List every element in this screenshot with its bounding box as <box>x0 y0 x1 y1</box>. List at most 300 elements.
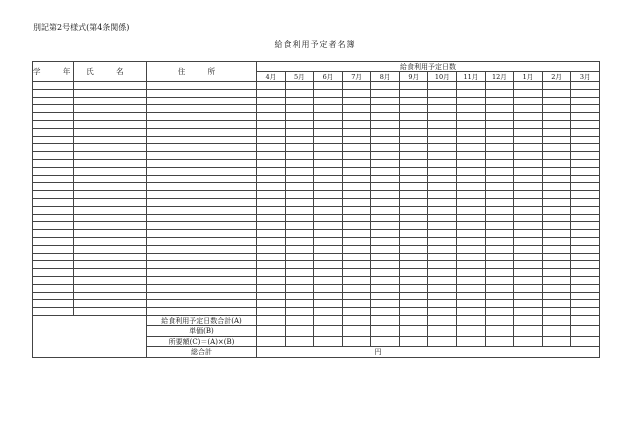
entry-cell[interactable] <box>371 222 400 230</box>
entry-cell[interactable] <box>485 214 514 222</box>
entry-cell[interactable] <box>285 152 314 160</box>
entry-cell[interactable] <box>485 245 514 253</box>
entry-cell[interactable] <box>257 245 286 253</box>
entry-cell[interactable] <box>314 97 343 105</box>
entry-cell[interactable] <box>542 120 571 128</box>
entry-cell[interactable] <box>147 300 257 308</box>
entry-cell[interactable] <box>285 300 314 308</box>
entry-cell[interactable] <box>33 89 74 97</box>
entry-cell[interactable] <box>485 97 514 105</box>
entry-cell[interactable] <box>33 276 74 284</box>
entry-cell[interactable] <box>74 292 147 300</box>
entry-cell[interactable] <box>147 105 257 113</box>
entry-cell[interactable] <box>542 128 571 136</box>
entry-cell[interactable] <box>428 167 457 175</box>
entry-cell[interactable] <box>399 292 428 300</box>
entry-cell[interactable] <box>371 152 400 160</box>
entry-cell[interactable] <box>342 183 371 191</box>
entry-cell[interactable] <box>514 308 543 316</box>
entry-cell[interactable] <box>147 120 257 128</box>
entry-cell[interactable] <box>571 237 600 245</box>
entry-cell[interactable] <box>33 214 74 222</box>
entry-cell[interactable] <box>371 198 400 206</box>
entry-cell[interactable] <box>485 120 514 128</box>
entry-cell[interactable] <box>314 105 343 113</box>
entry-cell[interactable] <box>371 237 400 245</box>
entry-cell[interactable] <box>147 276 257 284</box>
entry-cell[interactable] <box>542 144 571 152</box>
entry-cell[interactable] <box>285 198 314 206</box>
entry-cell[interactable] <box>542 97 571 105</box>
entry-cell[interactable] <box>285 183 314 191</box>
summary-cell[interactable] <box>399 315 428 326</box>
entry-cell[interactable] <box>147 191 257 199</box>
entry-cell[interactable] <box>485 222 514 230</box>
entry-cell[interactable] <box>457 245 486 253</box>
entry-cell[interactable] <box>314 136 343 144</box>
entry-cell[interactable] <box>342 97 371 105</box>
entry-cell[interactable] <box>399 214 428 222</box>
entry-cell[interactable] <box>428 237 457 245</box>
entry-cell[interactable] <box>485 159 514 167</box>
entry-cell[interactable] <box>542 113 571 121</box>
entry-cell[interactable] <box>457 261 486 269</box>
entry-cell[interactable] <box>514 198 543 206</box>
entry-cell[interactable] <box>285 230 314 238</box>
entry-cell[interactable] <box>542 284 571 292</box>
summary-cell[interactable] <box>342 326 371 337</box>
entry-cell[interactable] <box>147 152 257 160</box>
entry-cell[interactable] <box>147 128 257 136</box>
entry-cell[interactable] <box>399 261 428 269</box>
entry-cell[interactable] <box>33 167 74 175</box>
entry-cell[interactable] <box>457 237 486 245</box>
entry-cell[interactable] <box>74 105 147 113</box>
entry-cell[interactable] <box>257 230 286 238</box>
entry-cell[interactable] <box>457 113 486 121</box>
entry-cell[interactable] <box>485 152 514 160</box>
entry-cell[interactable] <box>542 292 571 300</box>
entry-cell[interactable] <box>147 269 257 277</box>
entry-cell[interactable] <box>285 253 314 261</box>
entry-cell[interactable] <box>342 253 371 261</box>
entry-cell[interactable] <box>314 206 343 214</box>
entry-cell[interactable] <box>74 113 147 121</box>
entry-cell[interactable] <box>74 284 147 292</box>
entry-cell[interactable] <box>257 89 286 97</box>
entry-cell[interactable] <box>428 276 457 284</box>
summary-cell[interactable] <box>285 326 314 337</box>
entry-cell[interactable] <box>342 128 371 136</box>
entry-cell[interactable] <box>571 89 600 97</box>
entry-cell[interactable] <box>147 261 257 269</box>
entry-cell[interactable] <box>428 105 457 113</box>
entry-cell[interactable] <box>33 82 74 90</box>
entry-cell[interactable] <box>542 105 571 113</box>
entry-cell[interactable] <box>542 198 571 206</box>
summary-cell[interactable] <box>485 336 514 347</box>
entry-cell[interactable] <box>571 292 600 300</box>
entry-cell[interactable] <box>571 308 600 316</box>
entry-cell[interactable] <box>542 152 571 160</box>
entry-cell[interactable] <box>285 214 314 222</box>
entry-cell[interactable] <box>342 245 371 253</box>
entry-cell[interactable] <box>514 152 543 160</box>
entry-cell[interactable] <box>342 214 371 222</box>
entry-cell[interactable] <box>285 292 314 300</box>
entry-cell[interactable] <box>399 152 428 160</box>
entry-cell[interactable] <box>542 82 571 90</box>
entry-cell[interactable] <box>428 89 457 97</box>
entry-cell[interactable] <box>285 144 314 152</box>
entry-cell[interactable] <box>428 284 457 292</box>
entry-cell[interactable] <box>147 237 257 245</box>
entry-cell[interactable] <box>285 237 314 245</box>
summary-cell[interactable] <box>457 326 486 337</box>
entry-cell[interactable] <box>485 261 514 269</box>
entry-cell[interactable] <box>399 128 428 136</box>
entry-cell[interactable] <box>514 183 543 191</box>
entry-cell[interactable] <box>147 253 257 261</box>
entry-cell[interactable] <box>428 206 457 214</box>
entry-cell[interactable] <box>314 237 343 245</box>
entry-cell[interactable] <box>257 292 286 300</box>
entry-cell[interactable] <box>342 230 371 238</box>
entry-cell[interactable] <box>571 175 600 183</box>
entry-cell[interactable] <box>399 269 428 277</box>
entry-cell[interactable] <box>371 113 400 121</box>
entry-cell[interactable] <box>314 300 343 308</box>
entry-cell[interactable] <box>74 300 147 308</box>
entry-cell[interactable] <box>399 167 428 175</box>
entry-cell[interactable] <box>571 120 600 128</box>
entry-cell[interactable] <box>371 206 400 214</box>
entry-cell[interactable] <box>257 82 286 90</box>
grand-total-yen[interactable]: 円 <box>257 347 600 358</box>
entry-cell[interactable] <box>399 300 428 308</box>
entry-cell[interactable] <box>147 175 257 183</box>
entry-cell[interactable] <box>571 206 600 214</box>
entry-cell[interactable] <box>257 128 286 136</box>
entry-cell[interactable] <box>514 292 543 300</box>
entry-cell[interactable] <box>285 206 314 214</box>
entry-cell[interactable] <box>74 222 147 230</box>
entry-cell[interactable] <box>342 276 371 284</box>
entry-cell[interactable] <box>147 198 257 206</box>
entry-cell[interactable] <box>399 97 428 105</box>
entry-cell[interactable] <box>571 159 600 167</box>
entry-cell[interactable] <box>485 144 514 152</box>
entry-cell[interactable] <box>147 136 257 144</box>
entry-cell[interactable] <box>485 113 514 121</box>
entry-cell[interactable] <box>428 97 457 105</box>
entry-cell[interactable] <box>428 253 457 261</box>
entry-cell[interactable] <box>147 245 257 253</box>
entry-cell[interactable] <box>371 159 400 167</box>
entry-cell[interactable] <box>33 113 74 121</box>
entry-cell[interactable] <box>371 183 400 191</box>
entry-cell[interactable] <box>257 237 286 245</box>
entry-cell[interactable] <box>257 198 286 206</box>
entry-cell[interactable] <box>542 230 571 238</box>
entry-cell[interactable] <box>342 159 371 167</box>
entry-cell[interactable] <box>428 175 457 183</box>
entry-cell[interactable] <box>257 284 286 292</box>
entry-cell[interactable] <box>314 261 343 269</box>
entry-cell[interactable] <box>147 167 257 175</box>
entry-cell[interactable] <box>33 222 74 230</box>
entry-cell[interactable] <box>514 175 543 183</box>
entry-cell[interactable] <box>74 183 147 191</box>
entry-cell[interactable] <box>371 261 400 269</box>
entry-cell[interactable] <box>342 144 371 152</box>
summary-cell[interactable] <box>314 315 343 326</box>
entry-cell[interactable] <box>74 253 147 261</box>
entry-cell[interactable] <box>542 89 571 97</box>
entry-cell[interactable] <box>285 175 314 183</box>
entry-cell[interactable] <box>571 152 600 160</box>
summary-cell[interactable] <box>571 336 600 347</box>
entry-cell[interactable] <box>314 152 343 160</box>
entry-cell[interactable] <box>542 206 571 214</box>
entry-cell[interactable] <box>371 175 400 183</box>
summary-cell[interactable] <box>485 326 514 337</box>
entry-cell[interactable] <box>514 237 543 245</box>
entry-cell[interactable] <box>33 191 74 199</box>
summary-cell[interactable] <box>285 336 314 347</box>
entry-cell[interactable] <box>342 152 371 160</box>
entry-cell[interactable] <box>342 120 371 128</box>
entry-cell[interactable] <box>74 245 147 253</box>
entry-cell[interactable] <box>428 198 457 206</box>
entry-cell[interactable] <box>542 214 571 222</box>
entry-cell[interactable] <box>342 206 371 214</box>
entry-cell[interactable] <box>514 300 543 308</box>
entry-cell[interactable] <box>371 269 400 277</box>
entry-cell[interactable] <box>314 144 343 152</box>
entry-cell[interactable] <box>257 308 286 316</box>
entry-cell[interactable] <box>457 136 486 144</box>
entry-cell[interactable] <box>457 167 486 175</box>
entry-cell[interactable] <box>399 245 428 253</box>
entry-cell[interactable] <box>399 183 428 191</box>
entry-cell[interactable] <box>314 198 343 206</box>
entry-cell[interactable] <box>571 276 600 284</box>
entry-cell[interactable] <box>428 222 457 230</box>
entry-cell[interactable] <box>485 237 514 245</box>
entry-cell[interactable] <box>457 97 486 105</box>
entry-cell[interactable] <box>485 284 514 292</box>
entry-cell[interactable] <box>371 230 400 238</box>
entry-cell[interactable] <box>74 198 147 206</box>
entry-cell[interactable] <box>257 183 286 191</box>
entry-cell[interactable] <box>74 128 147 136</box>
entry-cell[interactable] <box>571 144 600 152</box>
summary-cell[interactable] <box>257 336 286 347</box>
summary-cell[interactable] <box>457 315 486 326</box>
entry-cell[interactable] <box>74 152 147 160</box>
entry-cell[interactable] <box>147 159 257 167</box>
entry-cell[interactable] <box>371 191 400 199</box>
entry-cell[interactable] <box>542 222 571 230</box>
entry-cell[interactable] <box>485 269 514 277</box>
entry-cell[interactable] <box>485 206 514 214</box>
entry-cell[interactable] <box>371 128 400 136</box>
entry-cell[interactable] <box>428 113 457 121</box>
entry-cell[interactable] <box>314 82 343 90</box>
entry-cell[interactable] <box>285 284 314 292</box>
entry-cell[interactable] <box>571 105 600 113</box>
entry-cell[interactable] <box>428 191 457 199</box>
entry-cell[interactable] <box>342 198 371 206</box>
entry-cell[interactable] <box>257 175 286 183</box>
entry-cell[interactable] <box>428 136 457 144</box>
entry-cell[interactable] <box>314 284 343 292</box>
entry-cell[interactable] <box>147 222 257 230</box>
entry-cell[interactable] <box>314 120 343 128</box>
entry-cell[interactable] <box>514 222 543 230</box>
entry-cell[interactable] <box>399 191 428 199</box>
entry-cell[interactable] <box>33 120 74 128</box>
entry-cell[interactable] <box>33 128 74 136</box>
entry-cell[interactable] <box>74 230 147 238</box>
entry-cell[interactable] <box>74 144 147 152</box>
entry-cell[interactable] <box>399 276 428 284</box>
entry-cell[interactable] <box>74 276 147 284</box>
entry-cell[interactable] <box>285 128 314 136</box>
entry-cell[interactable] <box>257 269 286 277</box>
entry-cell[interactable] <box>342 292 371 300</box>
entry-cell[interactable] <box>571 261 600 269</box>
entry-cell[interactable] <box>399 159 428 167</box>
entry-cell[interactable] <box>257 300 286 308</box>
entry-cell[interactable] <box>257 167 286 175</box>
entry-cell[interactable] <box>33 152 74 160</box>
entry-cell[interactable] <box>342 136 371 144</box>
entry-cell[interactable] <box>542 136 571 144</box>
entry-cell[interactable] <box>314 167 343 175</box>
entry-cell[interactable] <box>285 105 314 113</box>
entry-cell[interactable] <box>542 308 571 316</box>
entry-cell[interactable] <box>285 82 314 90</box>
entry-cell[interactable] <box>285 113 314 121</box>
entry-cell[interactable] <box>74 308 147 316</box>
entry-cell[interactable] <box>371 276 400 284</box>
entry-cell[interactable] <box>257 253 286 261</box>
entry-cell[interactable] <box>314 245 343 253</box>
summary-cell[interactable] <box>485 315 514 326</box>
entry-cell[interactable] <box>514 167 543 175</box>
entry-cell[interactable] <box>74 159 147 167</box>
entry-cell[interactable] <box>399 82 428 90</box>
entry-cell[interactable] <box>399 175 428 183</box>
entry-cell[interactable] <box>33 245 74 253</box>
entry-cell[interactable] <box>285 269 314 277</box>
entry-cell[interactable] <box>74 97 147 105</box>
entry-cell[interactable] <box>514 120 543 128</box>
entry-cell[interactable] <box>74 214 147 222</box>
entry-cell[interactable] <box>33 284 74 292</box>
entry-cell[interactable] <box>74 167 147 175</box>
entry-cell[interactable] <box>514 269 543 277</box>
entry-cell[interactable] <box>457 300 486 308</box>
entry-cell[interactable] <box>314 113 343 121</box>
entry-cell[interactable] <box>542 191 571 199</box>
entry-cell[interactable] <box>371 245 400 253</box>
entry-cell[interactable] <box>428 261 457 269</box>
entry-cell[interactable] <box>542 261 571 269</box>
entry-cell[interactable] <box>33 237 74 245</box>
entry-cell[interactable] <box>542 300 571 308</box>
entry-cell[interactable] <box>485 105 514 113</box>
entry-cell[interactable] <box>33 175 74 183</box>
entry-cell[interactable] <box>428 308 457 316</box>
summary-cell[interactable] <box>285 315 314 326</box>
entry-cell[interactable] <box>285 245 314 253</box>
summary-cell[interactable] <box>428 315 457 326</box>
entry-cell[interactable] <box>33 253 74 261</box>
entry-cell[interactable] <box>485 253 514 261</box>
entry-cell[interactable] <box>33 308 74 316</box>
entry-cell[interactable] <box>342 191 371 199</box>
summary-cell[interactable] <box>542 336 571 347</box>
summary-cell[interactable] <box>542 315 571 326</box>
entry-cell[interactable] <box>399 308 428 316</box>
entry-cell[interactable] <box>571 222 600 230</box>
entry-cell[interactable] <box>314 222 343 230</box>
entry-cell[interactable] <box>33 198 74 206</box>
entry-cell[interactable] <box>457 253 486 261</box>
entry-cell[interactable] <box>371 284 400 292</box>
entry-cell[interactable] <box>457 230 486 238</box>
entry-cell[interactable] <box>514 261 543 269</box>
entry-cell[interactable] <box>514 284 543 292</box>
entry-cell[interactable] <box>428 292 457 300</box>
entry-cell[interactable] <box>147 308 257 316</box>
entry-cell[interactable] <box>399 136 428 144</box>
entry-cell[interactable] <box>457 284 486 292</box>
entry-cell[interactable] <box>399 206 428 214</box>
entry-cell[interactable] <box>74 206 147 214</box>
entry-cell[interactable] <box>514 191 543 199</box>
entry-cell[interactable] <box>514 276 543 284</box>
entry-cell[interactable] <box>485 276 514 284</box>
summary-cell[interactable] <box>371 326 400 337</box>
entry-cell[interactable] <box>457 292 486 300</box>
entry-cell[interactable] <box>428 128 457 136</box>
entry-cell[interactable] <box>399 198 428 206</box>
entry-cell[interactable] <box>571 82 600 90</box>
entry-cell[interactable] <box>571 128 600 136</box>
entry-cell[interactable] <box>457 222 486 230</box>
entry-cell[interactable] <box>33 136 74 144</box>
entry-cell[interactable] <box>485 198 514 206</box>
entry-cell[interactable] <box>485 300 514 308</box>
entry-cell[interactable] <box>74 82 147 90</box>
entry-cell[interactable] <box>485 191 514 199</box>
entry-cell[interactable] <box>257 261 286 269</box>
entry-cell[interactable] <box>314 183 343 191</box>
entry-cell[interactable] <box>285 167 314 175</box>
entry-cell[interactable] <box>285 308 314 316</box>
entry-cell[interactable] <box>314 253 343 261</box>
entry-cell[interactable] <box>314 89 343 97</box>
entry-cell[interactable] <box>542 269 571 277</box>
entry-cell[interactable] <box>33 230 74 238</box>
summary-cell[interactable] <box>399 326 428 337</box>
entry-cell[interactable] <box>147 284 257 292</box>
entry-cell[interactable] <box>457 82 486 90</box>
